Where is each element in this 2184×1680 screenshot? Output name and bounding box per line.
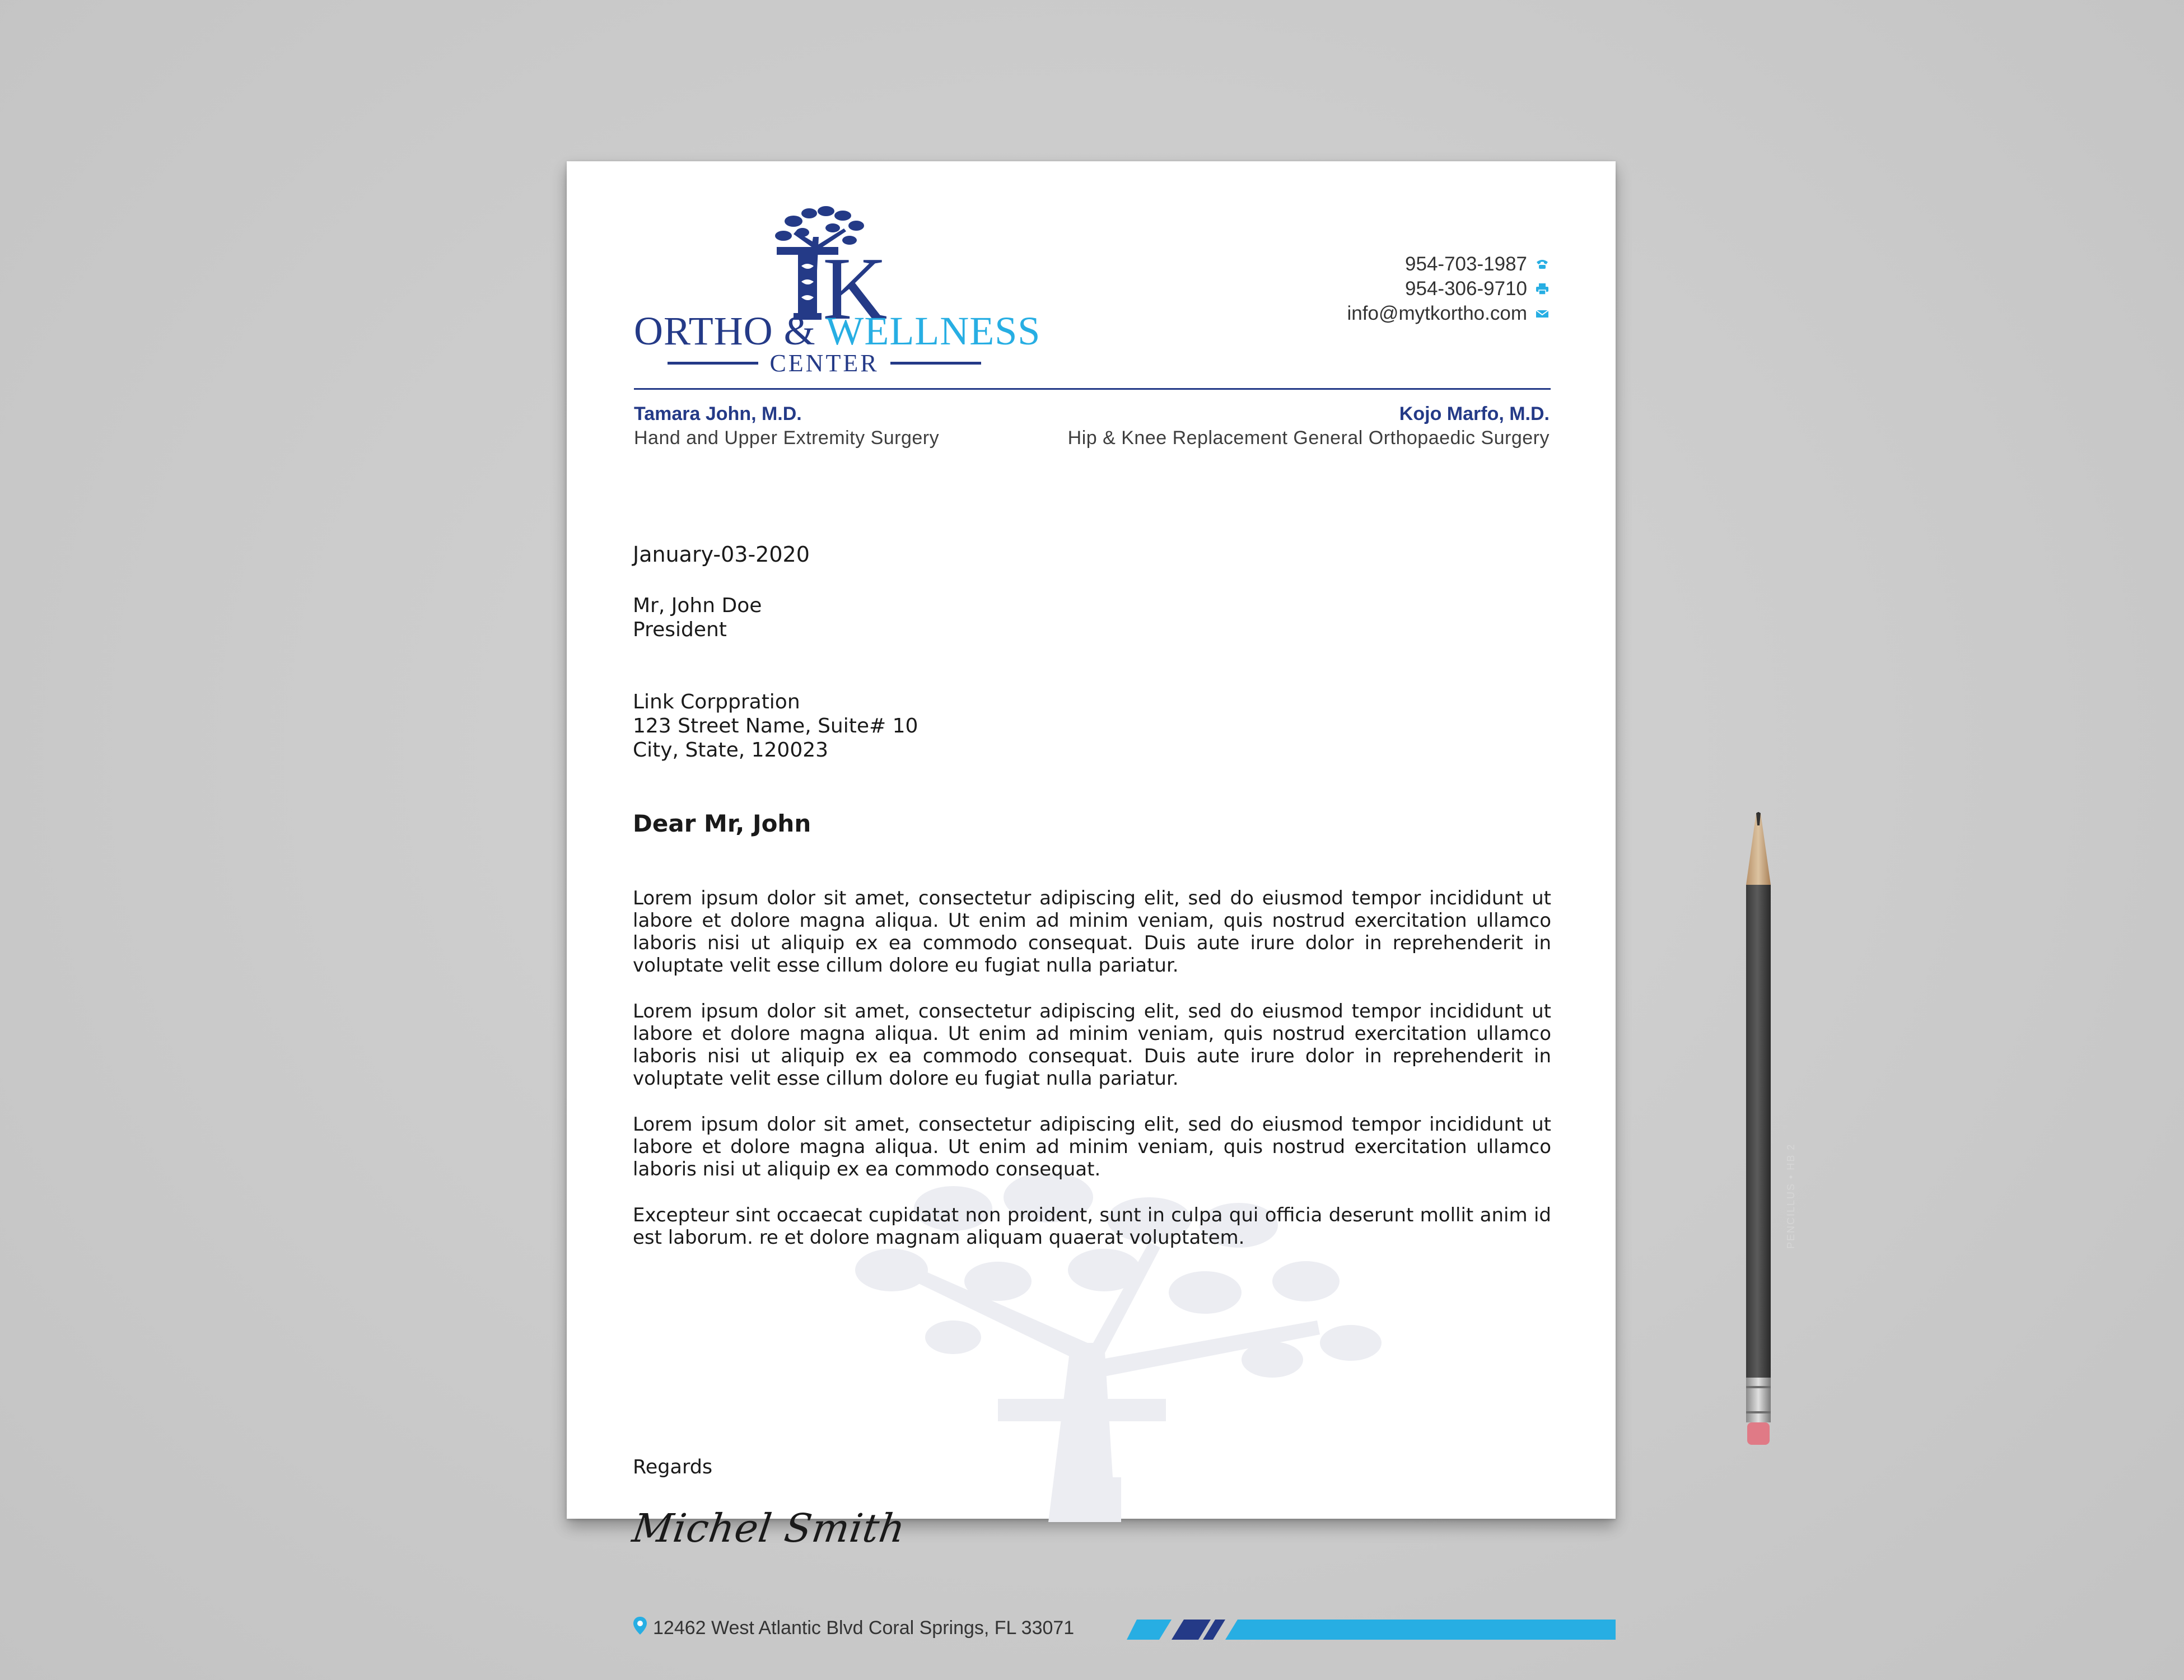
- pencil-brand-text: PENCILLUS • HB 2: [1785, 1143, 1796, 1249]
- letterhead-page: [567, 161, 1616, 1639]
- letter-date: January-03-2020: [633, 542, 810, 567]
- paragraph-4: Excepteur sint occaecat cupidatat non proident, sunt in culpa qui officia deserunt mollit anim id est laborum. re et dolore magnam aliquam quaerat voluptatem.: [633, 1204, 1551, 1249]
- brand-subline: [668, 346, 981, 380]
- signature: Michel Smith: [629, 1505, 909, 1551]
- contact-phone[interactable]: [1214, 252, 1550, 277]
- doctor-1-name: Tamara John, M.D.: [634, 403, 802, 424]
- paragraph-1: Lorem ipsum dolor sit amet, consectetur adipiscing elit, sed do eiusmod tempor incididunt ut labore et dolore magna aliqua. Ut enim ad minim veniam, quis nostrud exercitation ullamco laboris nisi ut aliquip ex ea commodo consequat. Duis aute irure dolor in reprehenderit in voluptate velit esse cillum dolore eu fugiat nulla pariatur.: [633, 887, 1551, 977]
- brand-ortho: ORTHO &: [634, 309, 816, 353]
- footer-address-text: 12462 West Atlantic Blvd Coral Springs, FL 33071: [653, 1617, 1075, 1639]
- recipient-title: President: [633, 618, 727, 641]
- contact-email-text: info@mytkortho.com: [1347, 302, 1527, 324]
- paragraph-2: Lorem ipsum dolor sit amet, consectetur adipiscing elit, sed do eiusmod tempor incididunt ut labore et dolore magna aliqua. Ut enim ad minim veniam, quis nostrud exercitation ullamco laboris nisi ut aliquip ex ea commodo consequat. Duis aute irure dolor in reprehenderit in voluptate velit esse cillum dolore eu fugiat nulla pariatur.: [633, 1000, 1551, 1090]
- pencil: [1725, 806, 1792, 1484]
- footer-address: [633, 1616, 1074, 1640]
- closing: Regards: [633, 1456, 713, 1478]
- salutation: Dear Mr, John: [633, 810, 811, 837]
- phone-icon: [1535, 257, 1550, 272]
- brand-center: CENTER: [769, 349, 879, 377]
- brand-rule-left: [668, 362, 758, 365]
- doctor-2-specialty: Hip & Knee Replacement General Orthopaedic Surgery: [1067, 427, 1550, 449]
- recipient-company: Link Corppration: [633, 690, 800, 713]
- doctor-1-specialty: Hand and Upper Extremity Surgery: [634, 427, 940, 449]
- contact-fax-text: 954-306-9710: [1405, 278, 1527, 300]
- doctor-2-name: Kojo Marfo, M.D.: [1399, 403, 1550, 424]
- footer-stripes: [1127, 1620, 1616, 1640]
- recipient-name: Mr, John Doe: [633, 594, 762, 617]
- brand-rule-right: [890, 362, 981, 365]
- fax-icon: [1535, 282, 1550, 296]
- mail-icon: [1535, 306, 1550, 321]
- header-divider: [634, 388, 1551, 390]
- contact-phone-text: 954-703-1987: [1405, 253, 1527, 275]
- recipient-city: City, State, 120023: [633, 739, 829, 762]
- tree-logo-icon: [754, 203, 888, 338]
- brand-wellness: WELLNESS: [825, 309, 1041, 353]
- svg-text:K: K: [823, 239, 888, 338]
- paragraph-3: Lorem ipsum dolor sit amet, consectetur adipiscing elit, sed do eiusmod tempor incididunt ut labore et dolore magna aliqua. Ut enim ad minim veniam, quis nostrud exercitation ullamco laboris nisi ut aliquip ex ea commodo consequat.: [633, 1113, 1551, 1180]
- location-pin-icon: [633, 1616, 647, 1640]
- contact-email[interactable]: [1214, 301, 1550, 326]
- contact-fax[interactable]: [1214, 277, 1550, 301]
- recipient-street: 123 Street Name, Suite# 10: [633, 715, 918, 738]
